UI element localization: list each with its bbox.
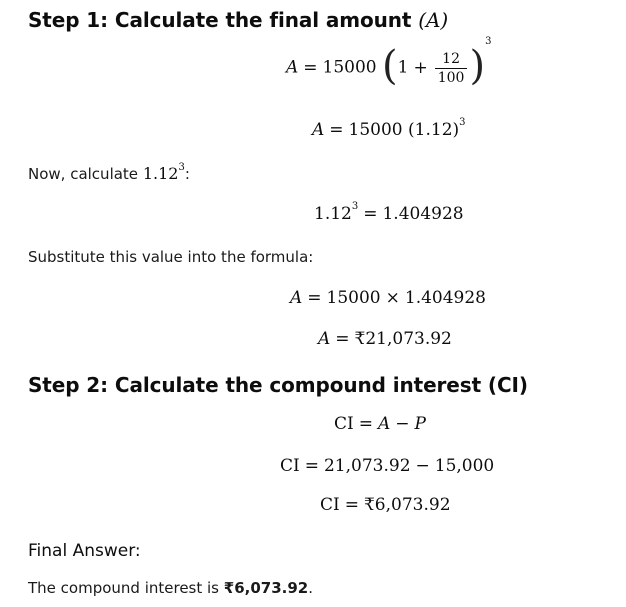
eq2-equals: = [329,120,344,140]
equation-ci-formula [334,414,426,434]
eq1-left-paren: ( [382,43,398,89]
eq7-p: 15,000 [434,456,495,476]
eq5-equals: = [335,329,350,349]
eq5-lhs: A [318,329,331,349]
eq4-lhs: A [290,288,303,308]
calculate-instruction [28,161,190,183]
final-answer-amount: ₹6,073.92 [223,579,309,597]
eq6-p: P [414,414,426,434]
step1-heading [28,8,448,32]
eq3-value: 1.404928 [382,204,464,224]
equation-substituted [290,288,486,308]
equation-ci-substituted [280,456,494,476]
eq7-minus: − [415,456,430,476]
eq6-lhs: CI [334,414,354,434]
eq1-exponent: 3 [485,35,492,47]
eq1-plus: + [413,57,428,78]
eq6-minus: − [395,414,410,434]
eq1-principal: 15000 [322,57,377,78]
calculate-math: 1.12$^3$ [142,161,185,183]
eq6-a: A [377,414,391,434]
eq8-equals: = [344,495,359,515]
eq1-fraction-denominator: 100 [437,69,465,86]
eq7-equals: = [304,456,319,476]
eq6-equals: = [358,414,373,434]
equation-power [314,201,464,224]
eq1-fraction-numerator: 12 [435,51,468,69]
step1-heading-var: (A) [418,8,449,32]
eq2-base: (1.12) [408,120,460,140]
calculate-suffix: : [184,165,190,183]
eq2-exponent: 3 [459,117,466,129]
eq8-lhs: CI [320,495,340,515]
eq4-factor: 1.404928 [404,288,486,308]
step2-heading: Step 2: Calculate the compound interest (CI) [28,373,528,397]
equation-amount-formula [286,35,492,89]
equation-amount-simplified [312,117,466,140]
final-answer-text [28,579,313,597]
eq1-right-paren: ) [469,43,486,89]
eq3-exponent: 3 [351,201,359,213]
calculate-prefix: Now, calculate [28,165,139,183]
final-answer-heading: Final Answer: [28,541,141,561]
eq7-a: 21,073.92 [323,456,411,476]
eq2-principal: 15000 [348,120,403,140]
eq3-base: 1.12 [314,204,352,224]
eq7-lhs: CI [280,456,300,476]
eq1-fraction [435,51,468,86]
eq4-principal: 15000 [326,288,381,308]
eq4-times: × [385,288,400,308]
eq5-value: ₹21,073.92 [354,329,452,349]
substitute-instruction: Substitute this value into the formula: [28,248,314,266]
equation-ci-result [320,495,451,515]
eq4-equals: = [307,288,322,308]
eq1-equals: = [303,57,318,78]
eq8-value: ₹6,073.92 [363,495,451,515]
eq2-lhs: A [312,120,325,140]
eq3-equals: = [363,204,378,224]
equation-final-amount [318,329,452,349]
step1-heading-text: Step 1: Calculate the final amount [28,8,412,32]
eq1-lhs: A [286,57,299,78]
final-answer-suffix: . [308,579,314,597]
final-answer-prefix: The compound interest is [28,579,224,597]
eq1-one: 1 [397,57,409,78]
